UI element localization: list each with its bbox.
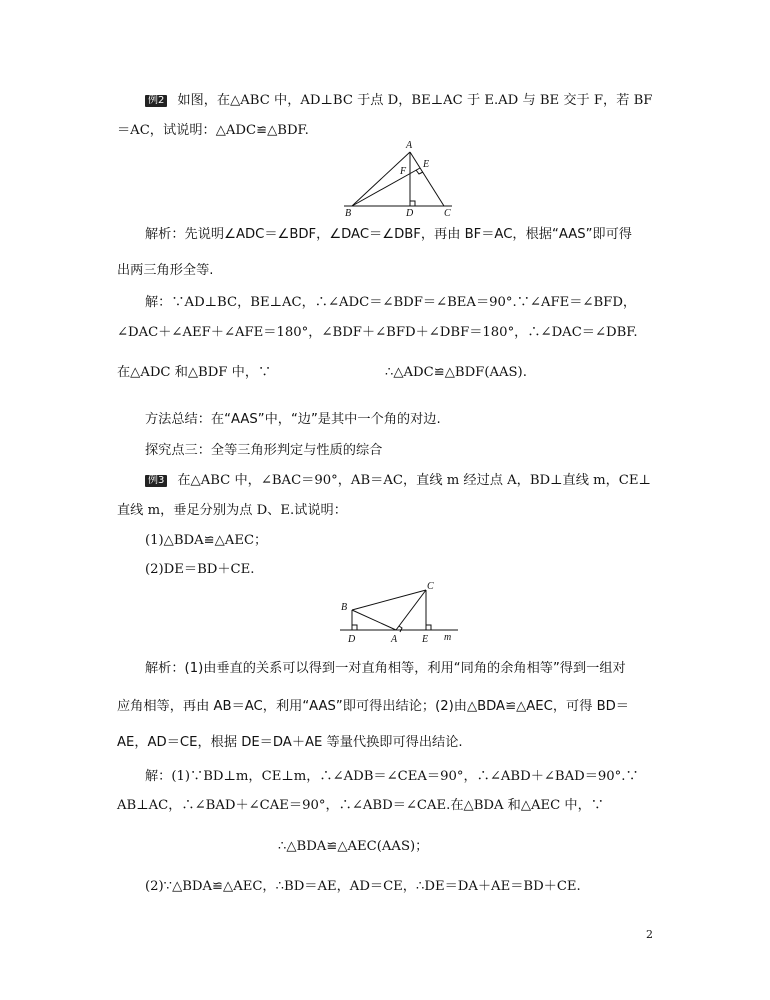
label-b: B bbox=[345, 208, 352, 218]
page-number: 2 bbox=[646, 928, 653, 941]
triangle-figure-1 bbox=[340, 138, 470, 218]
label-e: E bbox=[423, 159, 430, 170]
right-angle-mark-e bbox=[426, 625, 431, 630]
solution1-line3b: ∴△ADC≌△BDF(AAS). bbox=[385, 365, 527, 380]
analysis2-line1: 解析：(1)由垂直的关系可以得到一对直角相等，利用“同角的余角相等”得到一组对 bbox=[145, 661, 626, 676]
example2-line2: ＝AC，试说明：△ADC≌△BDF. bbox=[117, 123, 309, 138]
solution2-line3: ∴△BDA≌△AEC(AAS)； bbox=[278, 839, 429, 854]
segment-ac bbox=[396, 590, 426, 630]
label-m: m bbox=[444, 632, 452, 643]
label-e: E bbox=[422, 634, 429, 645]
solution1-line1: 解：∵AD⊥BC，BE⊥AC，∴∠ADC＝∠BDF＝∠BEA＝90°.∵∠AFE＝∠BFD， bbox=[145, 295, 637, 310]
analysis1-line1: 解析：先说明∠ADC＝∠BDF，∠DAC＝∠DBF，再由 BF＝AC，根据“AAS”即可得 bbox=[145, 227, 632, 242]
segment-bc bbox=[352, 590, 426, 610]
method-summary: 方法总结：在“AAS”中，“边”是其中一个角的对边. bbox=[145, 412, 441, 427]
example3-badge: 例3 bbox=[145, 475, 167, 487]
segment-ba bbox=[352, 610, 396, 630]
label-d: D bbox=[406, 208, 414, 218]
example2-badge: 例2 bbox=[145, 95, 167, 107]
analysis1-line2: 出两三角形全等. bbox=[117, 263, 214, 278]
label-a: A bbox=[391, 634, 398, 645]
solution2-line4: (2)∵△BDA≌△AEC，∴BD＝AE，AD＝CE，∴DE＝DA＋AE＝BD＋CE. bbox=[145, 879, 581, 894]
example3-line2: 直线 m，垂足分别为点 D、E.试说明： bbox=[117, 503, 347, 518]
label-a: A bbox=[406, 140, 413, 151]
solution2-line2: AB⊥AC，∴∠BAD＋∠CAE＝90°，∴∠ABD＝∠CAE.在△BDA 和△AEC 中，∵ bbox=[117, 798, 604, 813]
label-d: D bbox=[348, 634, 356, 645]
example3-question2: (2)DE＝BD＋CE. bbox=[145, 562, 255, 577]
label-c: C bbox=[444, 208, 451, 218]
analysis2-line3: AE，AD＝CE，根据 DE＝DA＋AE 等量代换即可得出结论. bbox=[117, 735, 463, 750]
example2-line1 bbox=[145, 92, 652, 110]
right-angle-mark-d bbox=[352, 625, 357, 630]
section-heading: 探究点三：全等三角形判定与性质的综合 bbox=[145, 443, 383, 458]
analysis2-line2: 应角相等，再由 AB＝AC，利用“AAS”即可得出结论；(2)由△BDA≌△AEC，可得 BD＝ bbox=[117, 699, 629, 714]
solution1-line3a: 在△ADC 和△BDF 中，∵ bbox=[117, 365, 272, 380]
example3-text: 在△ABC 中，∠BAC＝90°，AB＝AC，直线 m 经过点 A，BD⊥直线 m，CE⊥ bbox=[177, 473, 651, 488]
label-b: B bbox=[341, 602, 348, 613]
example2-text: 如图，在△ABC 中，AD⊥BC 于点 D，BE⊥AC 于 E.AD 与 BE 交于 F，若 BF bbox=[177, 93, 653, 108]
right-angle-mark-d bbox=[410, 201, 415, 206]
example3-line1 bbox=[145, 472, 651, 490]
triangle-figure-2 bbox=[336, 580, 466, 648]
right-angle-mark-a bbox=[399, 626, 402, 632]
label-c: C bbox=[427, 581, 434, 592]
example3-question1: (1)△BDA≌△AEC； bbox=[145, 533, 268, 548]
solution1-line2: ∠DAC＋∠AEF＋∠AFE＝180°，∠BDF＋∠BFD＋∠DBF＝180°，∴∠DAC＝∠DBF. bbox=[117, 325, 638, 340]
label-f: F bbox=[400, 166, 407, 177]
solution2-line1: 解：(1)∵BD⊥m，CE⊥m，∴∠ADB＝∠CEA＝90°，∴∠ABD＋∠BAD＝90°.∵ bbox=[145, 769, 639, 784]
